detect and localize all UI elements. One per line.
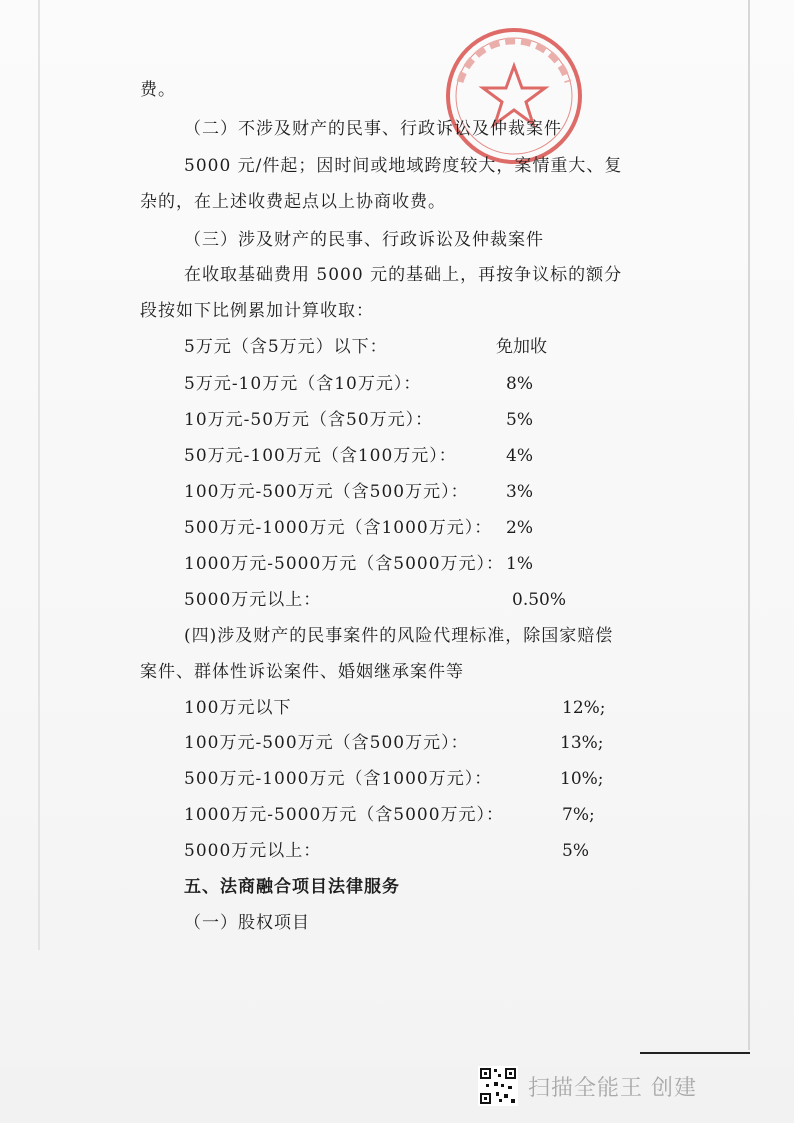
qr-code-icon (478, 1066, 518, 1106)
tier-range: 1000万元-5000万元（含5000万元）： (184, 554, 505, 574)
tier-range: 100万元-500万元（含500万元）： (184, 482, 469, 502)
tier-range: 100万元-500万元（含500万元）： (184, 733, 469, 753)
tier-range: 5万元（含5万元）以下： (184, 337, 388, 357)
tier-rate: 0.50% (512, 590, 567, 610)
tier-rate: 3% (506, 482, 533, 502)
scan-edge-left (38, 0, 40, 950)
tier-range: 500万元-1000万元（含1000万元）： (184, 518, 493, 538)
text-line: 杂的，在上述收费起点以上协商收费。 (140, 192, 446, 212)
tier-range: 10万元-50万元（含50万元）： (184, 410, 434, 430)
watermark-text: 扫描全能王 创建 (528, 1075, 697, 1101)
heading-section-5: 五、法商融合项目法律服务 (184, 877, 400, 897)
tier-range: 5万元-10万元（含10万元）： (184, 374, 422, 394)
tier-rate: 4% (506, 446, 533, 466)
heading-section-3: （三）涉及财产的民事、行政诉讼及仲裁案件 (184, 230, 544, 250)
tier-range: 500万元-1000万元（含1000万元）： (184, 769, 493, 789)
scan-edge-bottom (640, 1052, 750, 1054)
text-line: 5000 元/件起；因时间或地域跨度较大，案情重大、复 (184, 156, 623, 176)
tier-rate: 12%; (562, 698, 606, 718)
heading-section-2: （二）不涉及财产的民事、行政诉讼及仲裁案件 (184, 119, 562, 139)
red-seal-stamp (440, 22, 588, 170)
text-line: 段按如下比例累加计算收取： (140, 301, 374, 321)
scan-edge-right (748, 0, 750, 1050)
subheading-equity-project: （一）股权项目 (184, 913, 310, 933)
text-line: 费。 (140, 80, 176, 100)
tier-range: 5000万元以上： (184, 590, 322, 610)
tier-rate: 8% (506, 374, 533, 394)
tier-rate: 1% (506, 554, 533, 574)
tier-rate: 2% (506, 518, 533, 538)
text-line: 案件、群体性诉讼案件、婚姻继承案件等 (140, 662, 464, 682)
text-line: 在收取基础费用 5000 元的基础上，再按争议标的额分 (184, 265, 623, 285)
tier-range: 5000万元以上： (184, 841, 322, 861)
heading-section-4: (四)涉及财产的民事案件的风险代理标准，除国家赔偿 (184, 626, 614, 646)
tier-rate: 免加收 (496, 337, 547, 357)
tier-rate: 7%; (562, 805, 595, 825)
tier-rate: 13%; (560, 733, 604, 753)
tier-rate: 10%; (560, 769, 604, 789)
tier-range: 1000万元-5000万元（含5000万元）： (184, 805, 505, 825)
scanner-watermark (478, 1066, 738, 1106)
tier-range: 100万元以下 (184, 698, 292, 718)
tier-rate: 5% (506, 410, 533, 430)
tier-rate: 5% (562, 841, 589, 861)
tier-range: 50万元-100万元（含100万元）： (184, 446, 457, 466)
